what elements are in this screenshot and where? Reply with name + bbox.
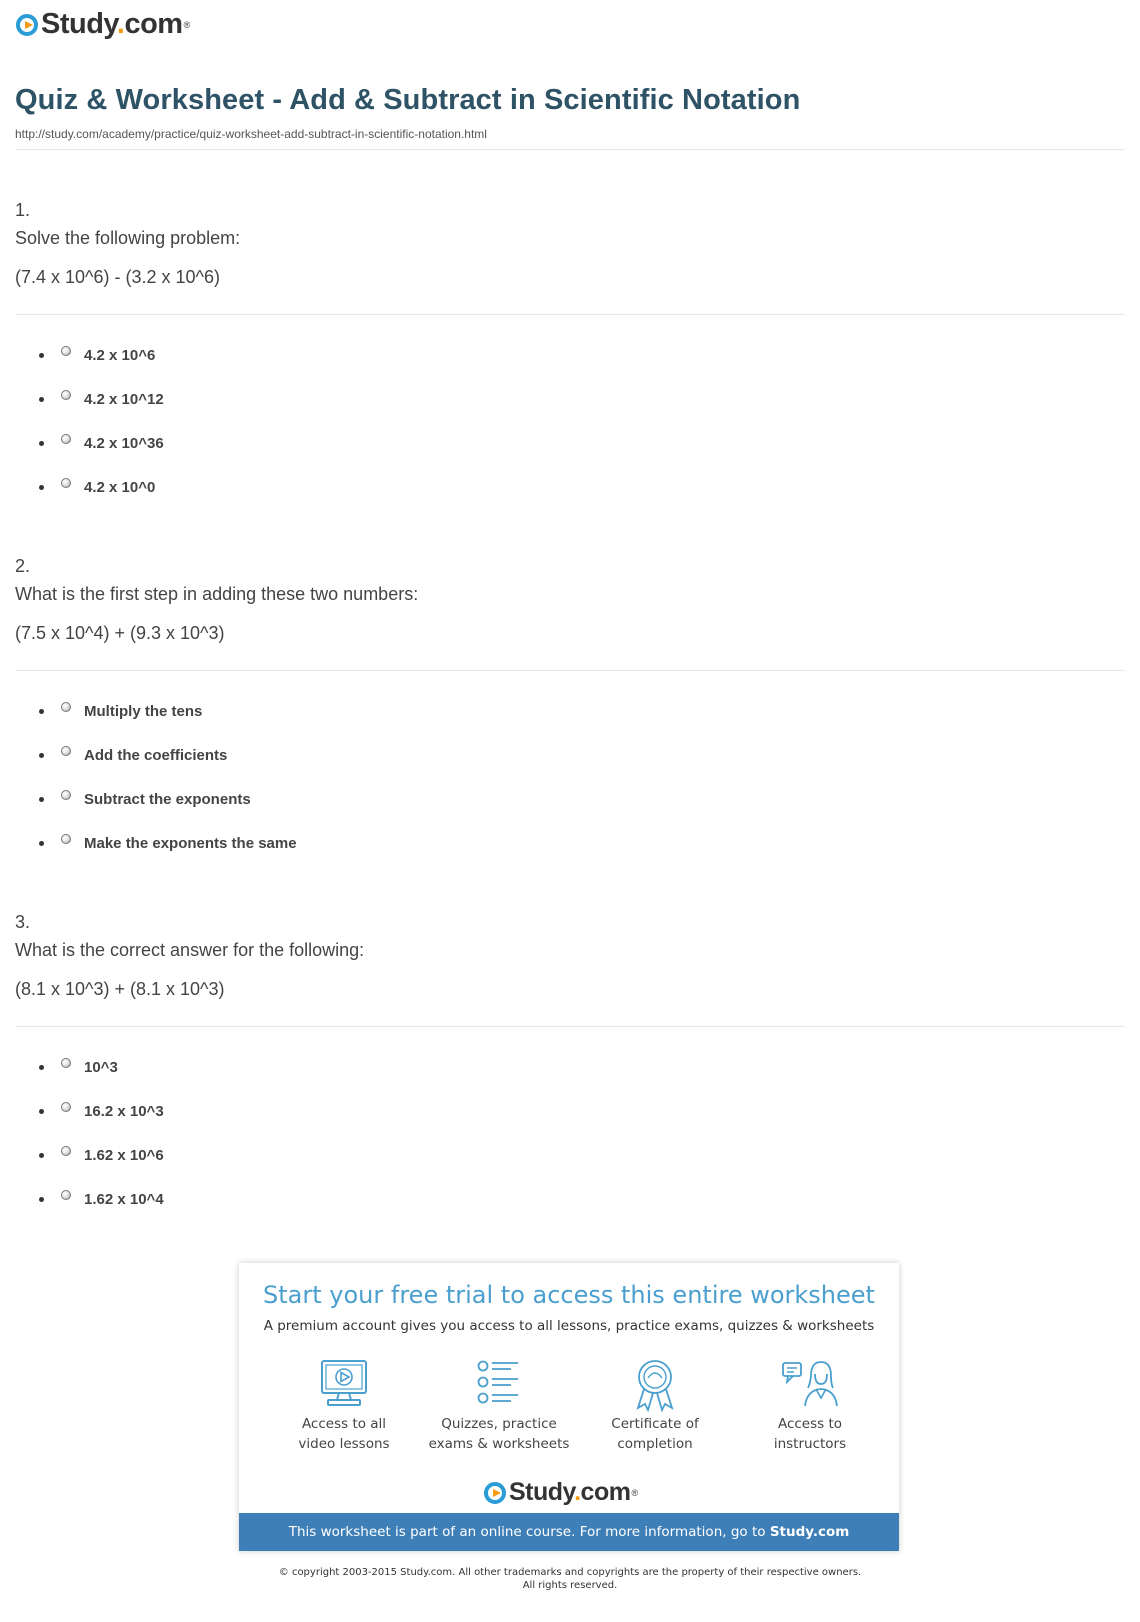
bullet-icon: [39, 797, 44, 802]
answer-option[interactable]: [0, 1045, 164, 1089]
divider: [15, 149, 1125, 150]
promo-footer-banner: [239, 1513, 899, 1551]
divider: [15, 314, 1125, 315]
option-label: 16.2 x 10^3: [84, 1102, 164, 1120]
answer-option[interactable]: [0, 377, 164, 421]
bullet-icon: [39, 1197, 44, 1202]
divider: [15, 1026, 1125, 1027]
answer-options-1: [0, 333, 164, 509]
option-label: 4.2 x 10^6: [84, 346, 156, 364]
question-number: 2.: [15, 556, 31, 576]
question-number: 1.: [15, 200, 31, 220]
bullet-icon: [39, 441, 44, 446]
logo-wordmark: Study.com: [509, 1478, 631, 1506]
logo-trademark: ®: [631, 1487, 639, 1498]
feature-label: Access to all video lessons: [298, 1416, 390, 1452]
feature-video-lessons: [259, 1358, 429, 1454]
question-number: 3.: [15, 912, 31, 932]
bullet-icon: [39, 397, 44, 402]
radio-button[interactable]: [61, 478, 71, 488]
answer-option[interactable]: [0, 333, 164, 377]
answer-option[interactable]: [0, 821, 297, 865]
video-lesson-icon: [316, 1358, 372, 1408]
feature-label: Quizzes, practice exams & worksheets: [428, 1416, 570, 1452]
feature-quizzes: [414, 1358, 584, 1454]
question-1: [15, 199, 1125, 288]
option-label: 4.2 x 10^36: [84, 434, 164, 452]
answer-option[interactable]: [0, 777, 297, 821]
feature-label: Certificate of completion: [611, 1416, 699, 1452]
bullet-icon: [39, 709, 44, 714]
option-label: 10^3: [84, 1058, 118, 1076]
answer-option[interactable]: [0, 689, 297, 733]
question-text: Solve the following problem:: [15, 228, 241, 248]
feature-instructors: [725, 1358, 895, 1454]
option-label: 1.62 x 10^6: [84, 1146, 164, 1164]
play-circle-icon: [16, 14, 38, 36]
copyright-notice: [0, 1566, 1140, 1592]
free-trial-promo: [239, 1263, 899, 1551]
promo-footer-text: This worksheet is part of an online course. For more information, go to: [288, 1524, 770, 1540]
answer-options-2: [0, 689, 297, 865]
question-expression: (7.5 x 10^4) + (9.3 x 10^3): [15, 623, 225, 643]
answer-option[interactable]: [0, 1133, 164, 1177]
answer-option[interactable]: [0, 733, 297, 777]
answer-option[interactable]: [0, 1089, 164, 1133]
answer-options-3: [0, 1045, 164, 1221]
option-label: Subtract the exponents: [84, 790, 251, 808]
divider: [15, 670, 1125, 671]
page-title: Quiz & Worksheet - Add & Subtract in Scientific Notation: [15, 84, 801, 116]
question-text: What is the correct answer for the following:: [15, 940, 365, 960]
page-url[interactable]: http://study.com/academy/practice/quiz-worksheet-add-subtract-in-scientific-notation.html: [15, 127, 487, 141]
feature-certificate: [570, 1358, 740, 1454]
radio-button[interactable]: [61, 390, 71, 400]
study-logo[interactable]: [16, 8, 190, 41]
radio-button[interactable]: [61, 434, 71, 444]
quiz-list-icon: [471, 1358, 527, 1408]
bullet-icon: [39, 1065, 44, 1070]
radio-button[interactable]: [61, 1102, 71, 1112]
radio-button[interactable]: [61, 746, 71, 756]
answer-option[interactable]: [0, 465, 164, 509]
copyright-line: © copyright 2003-2015 Study.com. All other trademarks and copyrights are the property of their respective owners.: [278, 1567, 862, 1578]
certificate-ribbon-icon: [627, 1358, 683, 1412]
bullet-icon: [39, 485, 44, 490]
question-expression: (7.4 x 10^6) - (3.2 x 10^6): [15, 267, 220, 287]
radio-button[interactable]: [61, 834, 71, 844]
option-label: Make the exponents the same: [84, 834, 297, 852]
option-label: 4.2 x 10^12: [84, 390, 164, 408]
question-text: What is the first step in adding these two numbers:: [15, 584, 419, 604]
copyright-line: All rights reserved.: [522, 1580, 618, 1591]
answer-option[interactable]: [0, 421, 164, 465]
option-label: Multiply the tens: [84, 702, 203, 720]
instructor-chat-icon: [779, 1358, 841, 1408]
radio-button[interactable]: [61, 346, 71, 356]
answer-option[interactable]: [0, 1177, 164, 1221]
radio-button[interactable]: [61, 1146, 71, 1156]
radio-button[interactable]: [61, 1058, 71, 1068]
option-label: 4.2 x 10^0: [84, 478, 156, 496]
feature-label: Access to instructors: [773, 1416, 847, 1452]
bullet-icon: [39, 353, 44, 358]
bullet-icon: [39, 753, 44, 758]
radio-button[interactable]: [61, 1190, 71, 1200]
bullet-icon: [39, 1153, 44, 1158]
bullet-icon: [39, 1109, 44, 1114]
question-2: [15, 555, 1125, 644]
study-link[interactable]: Study.com: [769, 1524, 850, 1540]
bullet-icon: [39, 841, 44, 846]
question-3: [15, 911, 1125, 1000]
study-logo-promo[interactable]: [484, 1478, 638, 1507]
logo-wordmark: Study.com: [41, 8, 183, 40]
option-label: 1.62 x 10^4: [84, 1190, 164, 1208]
question-expression: (8.1 x 10^3) + (8.1 x 10^3): [15, 979, 225, 999]
option-label: Add the coefficients: [84, 746, 228, 764]
play-circle-icon: [484, 1482, 506, 1504]
radio-button[interactable]: [61, 702, 71, 712]
logo-trademark: ®: [183, 19, 191, 30]
radio-button[interactable]: [61, 790, 71, 800]
promo-subheading: A premium account gives you access to all lessons, practice exams, quizzes & worksheets: [263, 1318, 875, 1334]
promo-heading[interactable]: Start your free trial to access this entire worksheet: [263, 1281, 875, 1309]
